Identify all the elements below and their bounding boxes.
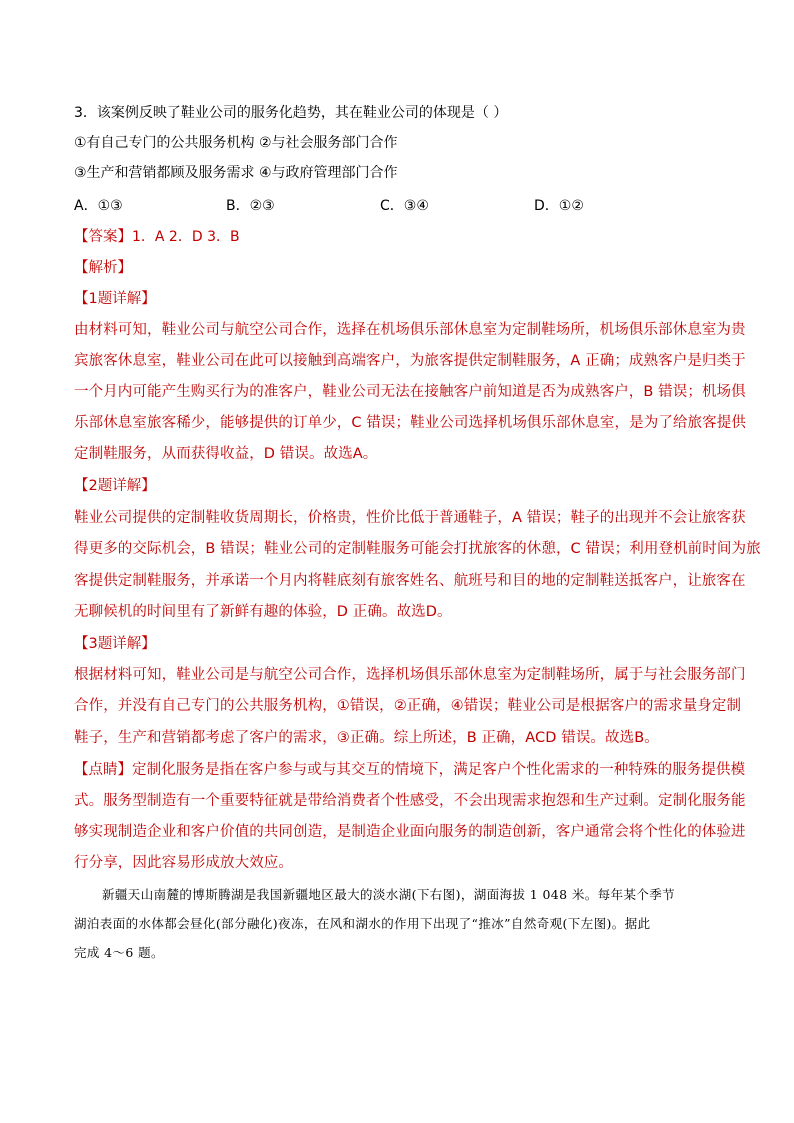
answer-line [74,227,240,247]
detail-1-line-5: 定制鞋服务，从而获得收益，D 错误。故选A。 [74,446,378,462]
detail-2-line-2: 得更多的交际机会，B 错误；鞋业公司的定制鞋服务可能会打扰旅客的休憩，C 错误；利用登机前时间为旅 [74,541,761,557]
material-line-1: 新疆天山南麓的博斯腾湖是我国新疆地区最大的淡水湖(下右图)，湖面海拔 1 048 米。每年某个季节 [102,887,676,902]
highlight-line-2: 式。服务型制造有一个重要特征就是带给消费者个性感受，不会出现需求抱怨和生产过剩。定制化服务能 [74,793,746,809]
question-3-stem: 3．该案例反映了鞋业公司的服务化趋势，其在鞋业公司的体现是（ ） [74,105,508,121]
option-d: D．①② [534,198,584,214]
highlight-line-3: 够实现制造企业和客户价值的共同创造，是制造企业面向服务的制造创新，客户通常会将个性化的体验进 [74,824,746,840]
detail-1-line-1: 由材料可知，鞋业公司与航空公司合作，选择在机场俱乐部休息室为定制鞋场所，机场俱乐部休息室为贵 [74,322,746,338]
detail-3-line-3: 鞋子，生产和营销都考虑了客户的需求，③正确。综上所述，B 正确，ACD 错误。故选B。 [74,730,659,746]
detail-1-line-4: 乐部休息室旅客稀少，能够提供的订单少，C 错误；鞋业公司选择机场俱乐部休息室，是为了给旅客提供 [74,415,746,431]
detail-2-tag: 【2题详解】 [74,478,156,494]
detail-2-line-1: 鞋业公司提供的定制鞋收货周期长，价格贵，性价比低于普通鞋子，A 错误；鞋子的出现并不会让旅客获 [74,510,746,526]
detail-1-line-2: 宾旅客休息室，鞋业公司在此可以接触到高端客户，为旅客提供定制鞋服务，A 正确；成熟客户是归类于 [74,353,746,369]
highlight-tag: 【点睛】 [74,762,132,778]
detail-3-line-2: 合作，并没有自己专门的公共服务机构，①错误，②正确，④错误；鞋业公司是根据客户的需求量身定制 [74,698,742,714]
highlight-line-1 [74,760,745,780]
answer-text: 1．A 2．D 3．B [132,229,240,245]
detail-1-tag: 【1题详解】 [74,291,156,307]
question-3-statements-1: ①有自己专门的公共服务机构 ②与社会服务部门合作 [74,135,398,151]
highlight-text-1: 定制化服务是指在客户参与或与其交互的情境下，满足客户个性化需求的一种特殊的服务提供模 [132,762,746,778]
question-3-statements-2: ③生产和营销都顾及服务需求 ④与政府管理部门合作 [74,165,398,181]
material-line-2: 湖泊表面的水体都会昼化(部分融化)夜冻，在风和湖水的作用下出现了“推冰”自然奇观(下左图)。据此 [74,916,651,931]
option-a: A．①③ [74,198,123,214]
highlight-line-4: 行分享，因此容易形成放大效应。 [74,855,293,871]
detail-3-tag: 【3题详解】 [74,636,156,652]
option-c: C．③④ [380,198,429,214]
material-line-3: 完成 4～6 题。 [74,945,164,960]
detail-2-line-3: 客提供定制鞋服务，并承诺一个月内将鞋底刻有旅客姓名、航班号和目的地的定制鞋送抵客户，让旅客在 [74,573,746,589]
detail-3-line-1: 根据材料可知，鞋业公司是与航空公司合作，选择机场俱乐部休息室为定制鞋场所，属于与社会服务部门 [74,667,746,683]
option-b: B．②③ [226,198,275,214]
analysis-tag: 【解析】 [74,260,132,276]
detail-1-line-3: 一个月内可能产生购买行为的准客户，鞋业公司无法在接触客户前知道是否为成熟客户，B 错误；机场俱 [74,384,746,400]
detail-2-line-4: 无聊候机的时间里有了新鲜有趣的体验，D 正确。故选D。 [74,604,452,620]
answer-tag: 【答案】 [74,229,132,245]
